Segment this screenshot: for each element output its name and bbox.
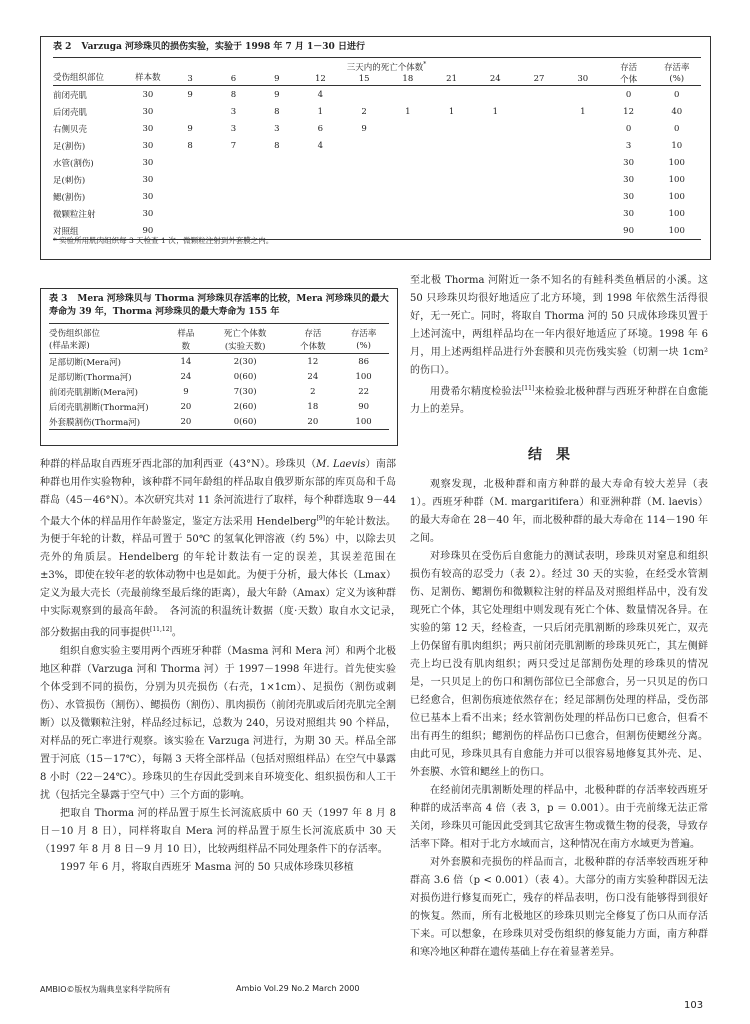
cell-day-deaths: [386, 171, 430, 188]
cell-day-deaths: 4: [317, 89, 324, 100]
cell-day-deaths: [255, 171, 298, 188]
cell-day-deaths: 9: [187, 89, 193, 100]
text-span: 的年轮计数法。为便于年轮的计数，样品可置于 50℃ 的氢氧化钾溶液（约 5%）中，以除去贝壳外的角质层。Hendelberg 的年轮计数法有一定的误差，其误差范围在 ±3%，即使在较年老的软体动物中也是如此。为便于分析，最大体长（Lmax）定义为最大壳长（壳最前缘至最后缘的距离），最大年龄（Amax）定义为该种群中实际观察到的最高年龄。 各河流的积温统计数据（度·天数）取自水文记录， 部分数据由我的同事提供: [40, 516, 406, 639]
col-header-rate: 存活率: [664, 63, 690, 73]
cell-survivors: 3: [625, 140, 632, 151]
t3-col4b: 个体数: [300, 342, 326, 352]
cell-day-deaths: [342, 154, 386, 171]
col-header-day: 21: [446, 74, 457, 84]
cell-s: 20: [307, 416, 319, 427]
cell-part: 足部切断(Thorma河): [49, 372, 132, 383]
cell-day-deaths: [386, 154, 430, 171]
col-header-part: 受伤组织部位: [53, 73, 105, 83]
cell-part: 足(刺伤): [53, 175, 86, 186]
cell-day-deaths: 1: [580, 106, 586, 117]
cell-n: 30: [142, 157, 154, 168]
col-header-day: 27: [533, 74, 545, 84]
cell-n: 30: [142, 106, 154, 117]
table-row: [53, 171, 701, 188]
cell-day-deaths: 1: [448, 106, 455, 117]
cell-part: 前闭壳肌割断(Mera河): [49, 387, 138, 398]
cell-day-deaths: [473, 171, 517, 188]
page-number: 103: [684, 1000, 704, 1011]
paragraph: 至北极 Thorma 河附近一条不知名的有鲑科类鱼栖居的小溪。这 50 只珍珠贝均很好地适应了北方环境，到 1998 年依然生活得很好，无一死亡。同时，将取自 Thorma 河的 50 只成体珍珠贝置于上述河流中，两组样品均在一年内很好地适应了环境。1998 年 6 月，用上述两组样品进行外套膜和贝壳伤残实验（切割一块 1cm² 的伤口）。: [410, 275, 708, 376]
cell-day-deaths: [473, 86, 517, 104]
cell-survivors: 30: [623, 157, 634, 168]
citation: [11]: [521, 385, 535, 392]
cell-day-deaths: [430, 154, 474, 171]
cell-survivors: 90: [623, 225, 634, 236]
cell-survivors: 0: [625, 89, 632, 100]
cell-day-deaths: 1: [405, 106, 411, 117]
col-header-day: 18: [402, 74, 414, 84]
col-header-n: 样本数: [135, 73, 161, 83]
cell-day-deaths: [212, 188, 255, 205]
paragraph: 把取自 Thorma 河的样品置于原生长河流底质中 60 天（1997 年 8 月 8 日－10 月 8 日），同样将取自 Mera 河的样品置于原生长河流底质中 30 天（1997 年 8 月 8 日－9 月 10 日），比较两组样品不同处理条件下的存活率。: [40, 807, 396, 855]
cell-n: 30: [142, 174, 154, 185]
cell-day-deaths: [386, 205, 430, 222]
cell-day-deaths: [168, 103, 211, 120]
table-2-title: Varzuga 河珍珠贝的损伤实验，实验于 1998 年 7 月 1－30 日进行: [81, 42, 365, 52]
cell-survivors: 30: [623, 208, 634, 219]
section-heading-results: 结果: [528, 447, 584, 463]
cell-part: 前闭壳肌: [53, 90, 88, 101]
cell-rate: 0: [674, 123, 680, 134]
group-sup: *: [423, 61, 427, 69]
cell-day-deaths: [168, 171, 211, 188]
cell-day-deaths: [168, 205, 211, 222]
cell-day-deaths: [299, 222, 343, 240]
cell-day-deaths: [561, 120, 605, 137]
text-span: ）南部种群也用作实验物种，该种群不同年龄组的样品取自俄罗斯东部的库页岛和千岛群岛（45－46°N）。本次研究共对 11 条河流进行了取样，每个种群选取 9－44 个最大个体的样品用作年龄鉴定，鉴定方法采用 Hendelberg: [40, 459, 396, 528]
t3-col5b: (%): [356, 341, 371, 351]
cell-day-deaths: [517, 171, 561, 188]
table-2: [53, 57, 701, 240]
col-header-day: 9: [274, 74, 280, 84]
cell-day-deaths: 8: [230, 89, 237, 100]
left-column-text: [40, 456, 406, 877]
cell-day-deaths: [255, 188, 298, 205]
cell-r: 86: [358, 356, 370, 367]
table-row: [53, 154, 701, 171]
cell-part: 鳃(割伤): [53, 192, 86, 203]
cell-part: 水管(割伤): [53, 158, 94, 169]
cell-n: 30: [142, 191, 154, 202]
cell-day-deaths: [386, 86, 430, 104]
cell-rate: 100: [668, 208, 685, 219]
cell-day-deaths: [342, 222, 386, 240]
cell-part: 对照组: [53, 226, 79, 237]
group-label: 三天内的死亡个体数: [346, 63, 424, 73]
col-header-day: 12: [314, 74, 326, 84]
table-row: [49, 354, 389, 370]
citation: [9]: [316, 515, 325, 522]
cell-day-deaths: 8: [187, 140, 193, 151]
cell-day-deaths: [561, 222, 605, 240]
table-3: [49, 323, 389, 430]
paragraph: [40, 456, 406, 643]
cell-day-deaths: [561, 205, 605, 222]
cell-day-deaths: [386, 188, 430, 205]
cell-rate: 0: [674, 89, 680, 100]
cell-n: 20: [180, 401, 192, 412]
cell-rate: 100: [668, 225, 685, 236]
text-span: 种群的样品取自西班牙西北部的加利西亚（43°N）。珍珠贝（: [40, 459, 317, 470]
cell-n: 20: [180, 416, 192, 427]
table-row: [53, 120, 701, 137]
cell-day-deaths: [473, 120, 517, 137]
cell-day-deaths: [212, 154, 255, 171]
cell-n: 30: [142, 208, 154, 219]
table-row: [49, 414, 389, 430]
cell-rate: 100: [668, 191, 685, 202]
col-header-day: 15: [358, 74, 370, 84]
table-2-box: [40, 36, 711, 260]
footer-journal: Ambio Vol.29 No.2 March 2000: [236, 984, 360, 993]
cell-day-deaths: [473, 137, 517, 154]
citation: [11,12]: [150, 626, 172, 634]
cell-survivors: 12: [623, 106, 634, 117]
cell-day-deaths: 1: [492, 106, 499, 117]
paragraph: 在经前闭壳肌割断处理的样品中，北极种群的存活率较西班牙种群的成活率高 4 倍（表 3，p ＝ 0.001）。由于壳前缘无法正常关闭，珍珠贝可能因此受到其它敌害生物或微生物的侵袭，导致存活率下降。相对于北方水域而言，这种情况在南方水域更为普遍。: [410, 785, 708, 850]
t3-col2: 样品: [177, 329, 195, 339]
cell-s: 18: [307, 401, 319, 412]
cell-n: 30: [142, 89, 154, 100]
t3-col3b: (实验天数): [224, 342, 266, 352]
cell-day-deaths: [255, 154, 298, 171]
cell-part: 微颗粒注射: [53, 209, 96, 220]
cell-day-deaths: [517, 86, 561, 104]
cell-day-deaths: [255, 205, 298, 222]
cell-rate: 10: [671, 140, 683, 151]
cell-day-deaths: [342, 137, 386, 154]
table-row: [49, 384, 389, 399]
cell-n: 14: [180, 356, 192, 367]
t3-col3: 死亡个体数: [223, 329, 267, 339]
cell-day-deaths: 9: [274, 89, 280, 100]
cell-day-deaths: [168, 188, 211, 205]
cell-s: 2: [310, 386, 316, 397]
results-text: [410, 476, 708, 962]
cell-day-deaths: [473, 222, 517, 240]
col-header-rate-2: (%): [669, 74, 685, 84]
cell-r: 22: [358, 386, 370, 397]
cell-day-deaths: [299, 205, 343, 222]
cell-day-deaths: [386, 137, 430, 154]
cell-day-deaths: [342, 188, 386, 205]
cell-day-deaths: [517, 205, 561, 222]
cell-day-deaths: [561, 86, 605, 104]
cell-r: 100: [355, 371, 372, 382]
cell-day-deaths: [473, 154, 517, 171]
cell-day-deaths: 8: [274, 140, 280, 151]
cell-part: 足部切断(Mera河): [49, 357, 121, 368]
col-header-day: 6: [230, 74, 237, 84]
paragraph: [410, 380, 708, 419]
table-2-label: 表 2: [53, 42, 72, 52]
cell-dead: 2(60): [233, 401, 257, 412]
cell-day-deaths: [168, 154, 211, 171]
cell-dead: 7(30): [233, 386, 257, 397]
col-header-day: 24: [489, 74, 501, 84]
cell-day-deaths: [517, 188, 561, 205]
cell-day-deaths: 8: [274, 106, 280, 117]
col-header-group: [168, 58, 604, 74]
paragraph: 1997 年 6 月，将取自西班牙 Masma 河的 50 只成体珍珠贝移植: [60, 861, 354, 873]
cell-day-deaths: [386, 222, 430, 240]
right-column-intro: [410, 272, 708, 419]
cell-survivors: 30: [623, 191, 634, 202]
text-span: 用费希尔精度检验法: [430, 386, 522, 398]
paragraph: 对外套膜和壳损伤的样品而言，北极种群的存活率较西班牙种群高 3.6 倍（p < 0.001）（表 4）。大部分的南方实验种群因无法对损伤进行修复而死亡，残存的样品表明，伤口没有能够得到很好的恢复。然而，所有北极地区的珍珠贝则完全修复了伤口从而存活下来。可以想象，在珍珠贝对受伤组织的修复能力方面，南方种群和寒冷地区种群在遗传基础上存在着显著差异。: [410, 857, 708, 958]
cell-day-deaths: [517, 103, 561, 120]
cell-day-deaths: 3: [230, 123, 237, 134]
cell-day-deaths: [299, 171, 343, 188]
cell-day-deaths: 1: [317, 106, 324, 117]
col-header-surv-2: 个体: [620, 75, 638, 85]
cell-day-deaths: [517, 137, 561, 154]
table-3-caption: [49, 293, 389, 319]
table-row: [49, 399, 389, 414]
footer-copyright: AMBIO©版权为瑞典皇家科学院所有: [40, 985, 171, 994]
table-3-box: [40, 288, 398, 446]
cell-s: 12: [307, 356, 319, 367]
cell-day-deaths: [430, 222, 474, 240]
cell-day-deaths: [473, 205, 517, 222]
cell-n: 30: [142, 123, 154, 134]
t3-col1b: (样品来源): [49, 341, 90, 351]
cell-n: 90: [142, 225, 154, 236]
table-row: [49, 369, 389, 384]
t3-col1: 受伤组织部位: [49, 329, 101, 339]
cell-day-deaths: [430, 86, 474, 104]
cell-day-deaths: [386, 120, 430, 137]
cell-day-deaths: 6: [317, 123, 324, 134]
t3-col2b: 数: [181, 342, 191, 352]
table-3-title: Mera 河珍珠贝与 Thorma 河珍珠贝存活率的比较，Mera 河珍珠贝的最大寿命为 39 年，Thorma 河珍珠贝的最大寿命为 155 年: [49, 294, 389, 317]
cell-day-deaths: [299, 188, 343, 205]
table-row: [53, 86, 701, 104]
t3-col5: 存活率: [350, 329, 377, 339]
cell-day-deaths: [430, 188, 474, 205]
cell-rate: 100: [668, 174, 685, 185]
cell-day-deaths: [342, 171, 386, 188]
cell-r: 90: [358, 401, 370, 412]
cell-n: 24: [180, 371, 192, 382]
cell-day-deaths: [430, 205, 474, 222]
col-header-day: 3: [187, 74, 193, 84]
text-span: 。: [171, 627, 182, 639]
cell-day-deaths: [561, 154, 605, 171]
cell-rate: 100: [668, 157, 685, 168]
cell-day-deaths: [473, 188, 517, 205]
cell-part: 后闭壳肌割断(Thorma河): [49, 402, 149, 413]
table-row: [53, 103, 701, 120]
cell-day-deaths: [430, 171, 474, 188]
cell-day-deaths: [342, 86, 386, 104]
cell-survivors: 30: [623, 174, 634, 185]
cell-s: 24: [307, 371, 319, 382]
text-span: 来检验北极种群与西班牙种群在自愈能力上的差异。: [410, 386, 709, 416]
col-header-surv: 存活: [620, 63, 638, 73]
cell-day-deaths: 3: [230, 106, 237, 117]
col-header-day: 30: [577, 74, 589, 84]
cell-dead: 0(60): [233, 416, 257, 427]
cell-day-deaths: [561, 171, 605, 188]
cell-part: 足(割伤): [53, 141, 86, 152]
cell-r: 100: [355, 416, 372, 427]
cell-day-deaths: 4: [317, 140, 324, 151]
cell-day-deaths: 2: [361, 106, 367, 117]
cell-n: 30: [142, 140, 154, 151]
table-2-caption: [53, 41, 365, 54]
table-row: [53, 188, 701, 205]
paragraph: 组织自愈实验主要用两个西班牙种群（Masma 河和 Mera 河）和两个北极地区种群（Varzuga 河和 Thorma 河）于 1997－1998 年进行。首先使实验个体受到不同的损伤，分别为贝壳损伤（右壳，1×1cm）、足损伤（割伤或刺伤）、水管损伤（割伤）、鳃损伤（割伤）、肌肉损伤（前闭壳肌或后闭壳肌完全割断）以及微颗粒注射，样品经过标记，总数为 240，另设对照组共 90 个样品，对样品的死亡率进行观察。该实验在 Varzuga 河进行，为期 30 天。样品全部置于河底（15－17℃），每隔 3 天将全部样品（包括对照组样品）在空气中暴露 8 小时（22－24℃）。珍珠贝的生存因此受到来自环境变化、组织损伤和人工干扰（包括完全暴露于空气中）三个方面的影响。: [40, 645, 396, 801]
cell-day-deaths: 7: [230, 140, 237, 151]
cell-day-deaths: [430, 120, 474, 137]
table-row: [53, 205, 701, 222]
table-3-label: 表 3: [49, 294, 68, 304]
cell-part: 右侧贝壳: [53, 124, 88, 135]
cell-day-deaths: [561, 188, 605, 205]
paragraph: 观察发现，北极种群和南方种群的最大寿命有较大差异（表 1）。西班牙种群（M. margaritifera）和亚洲种群（M. laevis）的最大寿命在 28－40 年，而北极种群的最大寿命在 114－190 年之间。: [410, 479, 708, 544]
cell-dead: 0(60): [233, 371, 257, 382]
table-row: [53, 137, 701, 154]
cell-part: 后闭壳肌: [53, 107, 88, 118]
cell-survivors: 0: [625, 123, 632, 134]
cell-day-deaths: [517, 120, 561, 137]
table-2-footnote: * 实验所用肌肉组织每 3 天检查 1 次；微颗粒注射到外套膜之内。: [53, 236, 274, 245]
cell-day-deaths: [430, 137, 474, 154]
cell-day-deaths: [561, 137, 605, 154]
cell-day-deaths: 3: [274, 123, 280, 134]
paragraph: 对珍珠贝在受伤后自愈能力的测试表明，珍珠贝对窒息和组织损伤有较高的忍受力（表 2）。经过 30 天的实验，在经受水管割伤、足割伤、鳃割伤和微颗粒注射的样品及对照组样品中，没有发现死亡个体，其它处理组中则发现有死亡个体、数量情况各异。在实验的第 12 天，经检查，一只后闭壳肌割断的珍珠贝死亡，双壳上仍保留有肌肉组织；两只前闭壳肌割断的珍珠贝死亡，其左侧鲜壳上均已没有肌肉组织；两只受过足部割伤处理的珍珠贝的情况是，一只贝足上的伤口和割伤部位已全部愈合，另一只贝足的伤口已经愈合，但割伤痕迹依然存在；经足部割伤处理的样品，受伤部位已基本上看不出来；经水管割伤处理的样品伤口已愈合，但看不出有再生的组织；鳃割伤的样品伤口已愈合，但割伤使鳃丝分离。由此可见，珍珠贝具有自愈能力并可以很容易地修复其外壳、足、外套膜、水管和鳃丝上的伤口。: [410, 551, 708, 778]
t3-col4: 存活: [304, 329, 322, 339]
cell-day-deaths: 9: [187, 123, 193, 134]
cell-n: 9: [183, 386, 189, 397]
cell-rate: 40: [671, 106, 683, 117]
cell-day-deaths: 9: [361, 123, 367, 134]
cell-day-deaths: [299, 154, 343, 171]
cell-day-deaths: [342, 205, 386, 222]
cell-dead: 2(30): [233, 356, 257, 367]
cell-part: 外套膜割伤(Thorma河): [49, 417, 141, 428]
cell-day-deaths: [517, 222, 561, 240]
cell-day-deaths: [212, 171, 255, 188]
cell-day-deaths: [212, 205, 255, 222]
cell-day-deaths: [517, 154, 561, 171]
species-name: M. Laevis: [316, 459, 366, 470]
